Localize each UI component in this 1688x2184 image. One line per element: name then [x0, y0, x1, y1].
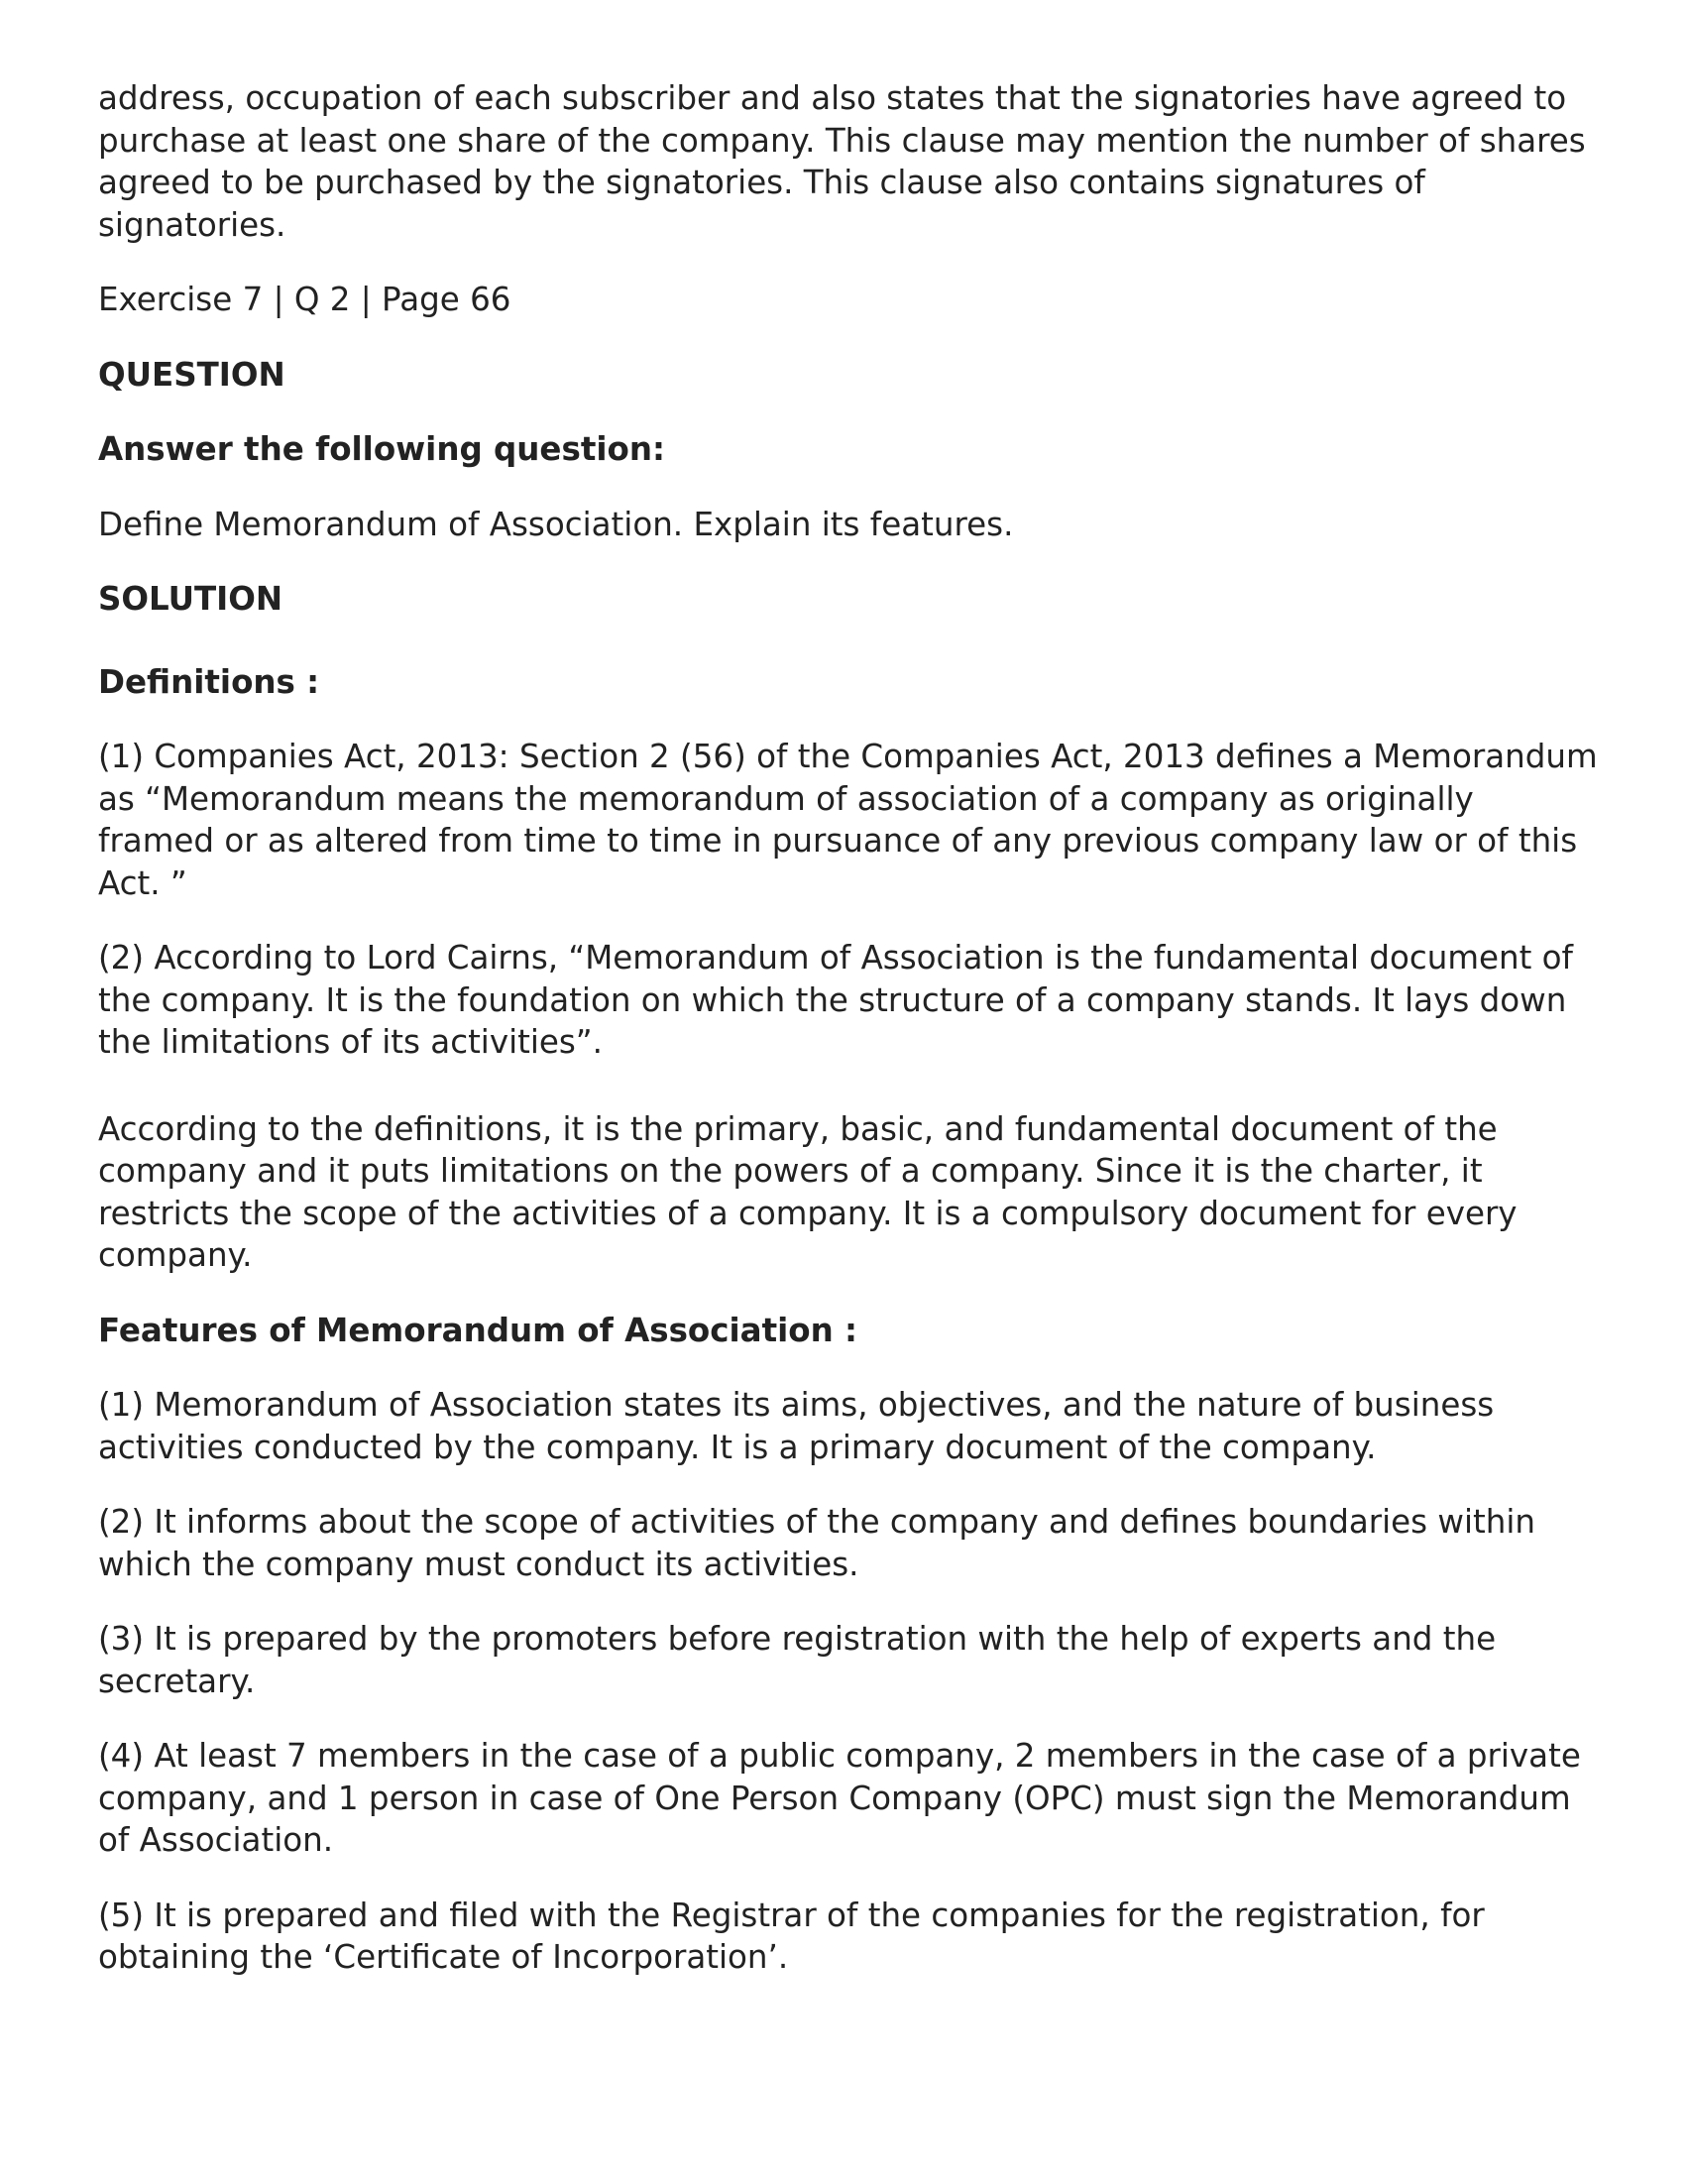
feature-item: (4) At least 7 members in the case of a public company, 2 members in the case of a private company, and 1 person in case of One Person Company (OPC) must sign the Memorandum of Association.: [98, 1737, 1581, 1859]
solution-heading: SOLUTION: [98, 580, 283, 618]
definition-item: (2) According to Lord Cairns, “Memorandum of Association is the fundamental document of the company. It is the foundation on which the structure of a company stands. It lays down the limitations of its activities”.: [98, 939, 1574, 1061]
summary-paragraph: According to the definitions, it is the primary, basic, and fundamental document of the company and it puts limitations on the powers of a company. Since it is the charter, it restricts the scope of the activities of a company. It is a compulsory document for every company.: [98, 1109, 1518, 1274]
feature-item: (2) It informs about the scope of activities of the company and defines boundaries within which the company must conduct its activities.: [98, 1503, 1535, 1583]
definition-item: (1) Companies Act, 2013: Section 2 (56) of the Companies Act, 2013 defines a Memorandum as “Memorandum means the memorandum of association of a company as originally framed or as altered from time to time in pursuance of any previous company law or of this Act. ”: [98, 738, 1598, 902]
question-instruction: Answer the following question:: [98, 430, 665, 468]
features-heading: Features of Memorandum of Association :: [98, 1311, 858, 1349]
feature-item: (1) Memorandum of Association states its aims, objectives, and the nature of business activities conducted by the company. It is a primary document of the company.: [98, 1386, 1495, 1466]
question-text: Define Memorandum of Association. Explain its features.: [98, 505, 1014, 543]
intro-paragraph: address, occupation of each subscriber and also states that the signatories have agreed to purchase at least one share of the company. This clause may mention the number of shares agreed to be purchased by the signatories. This clause also contains signatures of signatories.: [98, 79, 1586, 244]
feature-item: (3) It is prepared by the promoters before registration with the help of experts and the secretary.: [98, 1620, 1497, 1700]
question-heading: QUESTION: [98, 355, 285, 394]
definitions-heading: Definitions :: [98, 662, 320, 701]
exercise-reference: Exercise 7 | Q 2 | Page 66: [98, 281, 511, 318]
feature-item: (5) It is prepared and filed with the Registrar of the companies for the registration, for obtaining the ‘Certificate of Incorporation’.: [98, 1896, 1485, 1976]
